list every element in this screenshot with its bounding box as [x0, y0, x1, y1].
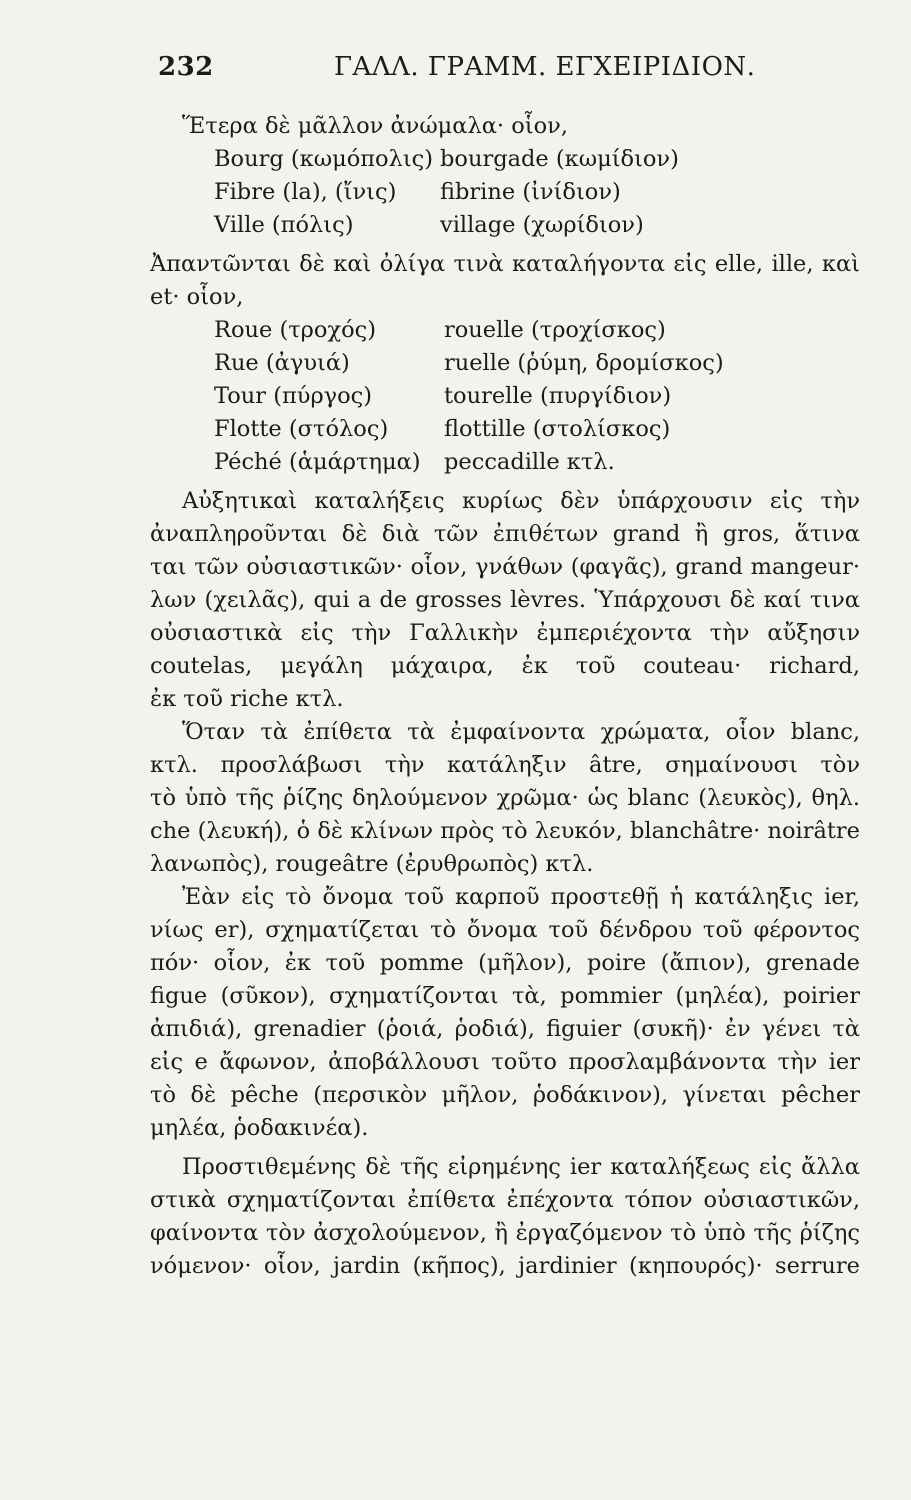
paragraph-line: τὸ δὲ pêche (περσικὸν μῆλον, ῥοδάκινον), γίνεται pêcher — [150, 1082, 860, 1108]
paragraph-line: coutelas, μεγάλη μάχαιρα, ἐκ τοῦ couteau· richard, — [150, 653, 860, 679]
paragraph-line: ἐκ τοῦ riche κτλ. — [150, 686, 344, 712]
paragraph-line: Ἐὰν εἰς τὸ ὄνομα τοῦ καρποῦ προστεθῇ ἡ κατάληξις ier, — [182, 884, 860, 910]
body-text — [150, 110, 860, 1283]
page-number: 232 — [158, 52, 214, 82]
paragraph-line: et· οἷον, — [150, 284, 244, 310]
paragraph-augmentatives — [150, 485, 860, 716]
paragraph-fruit-trees — [150, 881, 860, 1145]
derived-word: rouelle (τροχίσκος) — [444, 317, 666, 343]
paragraph-line: Αὐξητικαὶ καταλήξεις κυρίως δὲν ὑπάρχουσιν εἰς τὴν — [182, 488, 860, 514]
paragraph-line: ται τῶν οὐσιαστικῶν· οἷον, γνάθων (φαγᾶς), grand mangeur· — [150, 554, 860, 580]
paragraph-line: πόν· οἷον, ἐκ τοῦ pomme (μῆλον), poire (ἄπιον), grenade — [150, 950, 860, 976]
paragraph-line: νίως er), σχηματίζεται τὸ ὄνομα τοῦ δένδρου τοῦ φέροντος — [150, 917, 860, 943]
paragraph-line: ἀναπληροῦνται δὲ διὰ τῶν ἐπιθέτων grand ἢ gros, ἅτινα — [150, 521, 860, 547]
paragraph-line: νόμενον· οἷον, jardin (κῆπος), jardinier (κηπουρός)· serrure — [150, 1253, 860, 1279]
paragraph-line: φαίνοντα τὸν ἀσχολούμενον, ἢ ἐργαζόμενον τὸ ὑπὸ τῆς ῥίζης — [150, 1220, 860, 1246]
paragraph-line: μηλέα, ῥοδακινέα). — [150, 1115, 369, 1141]
page-header — [158, 52, 756, 92]
derived-word: peccadille κτλ. — [444, 449, 615, 475]
running-title: ΓΑΛΛ. ΓΡΑΜΜ. ΕΓΧΕΙΡΙΔΙΟΝ. — [334, 52, 756, 82]
word-pairs-table-2 — [150, 314, 860, 479]
word-pair-row — [150, 446, 860, 479]
derived-word: village (χωρίδιον) — [440, 212, 644, 238]
derived-word: flottille (στολίσκος) — [444, 416, 671, 442]
derived-word: ruelle (ῥύμη, δρομίσκος) — [444, 350, 724, 376]
paragraph-line: τὸ ὑπὸ τῆς ῥίζης δηλούμενον χρῶμα· ὡς blanc (λευκὸς), θηλ. — [150, 785, 860, 811]
word-pairs-table-1 — [150, 143, 860, 242]
paragraph-line: Ὅταν τὰ ἐπίθετα τὰ ἐμφαίνοντα χρώματα, οἷον blanc, — [182, 719, 860, 745]
paragraph-line: che (λευκή), ὁ δὲ κλίνων πρὸς τὸ λευκόν, blanchâtre· noirâtre — [150, 818, 860, 844]
base-word: Tour (πύργος) — [214, 383, 373, 409]
base-word: Rue (ἀγυιά) — [214, 350, 350, 376]
word-pair-row — [150, 314, 860, 347]
base-word: Flotte (στόλος) — [214, 416, 389, 442]
derived-word: bourgade (κωμίδιον) — [440, 146, 679, 172]
paragraph-line: λων (χειλᾶς), qui a de grosses lèvres. Ὑπάρχουσι δὲ καί τινα — [150, 587, 860, 613]
word-pair-row — [150, 143, 860, 176]
word-pair-row — [150, 413, 860, 446]
paragraph-line: στικὰ σχηματίζονται ἐπίθετα ἐπέχοντα τόπον οὐσιαστικῶν, — [150, 1187, 860, 1213]
base-word: Bourg (κωμόπολις) — [214, 146, 434, 172]
word-pair-row — [150, 209, 860, 242]
derived-word: fibrine (ἰνίδιον) — [440, 179, 621, 205]
base-word: Ville (πόλις) — [214, 212, 354, 238]
paragraph-line: λανωπὸς), rougeâtre (ἐρυθρωπὸς) κτλ. — [150, 851, 594, 877]
base-word: Péché (ἁμάρτημα) — [214, 449, 421, 475]
paragraph-colors — [150, 716, 860, 881]
word-pair-row — [150, 347, 860, 380]
intro-line: Ἕτερα δὲ μᾶλλον ἀνώμαλα· οἷον, — [182, 113, 568, 139]
word-pair-row — [150, 380, 860, 413]
word-pair-row — [150, 176, 860, 209]
paragraph-line: Προστιθεμένης δὲ τῆς εἰρημένης ier καταλήξεως εἰς ἄλλα — [182, 1154, 860, 1180]
paragraph-line: οὐσιαστικὰ εἰς τὴν Γαλλικὴν ἐμπεριέχοντα τὴν αὔξησιν — [150, 620, 860, 646]
paragraph-occupations — [150, 1151, 860, 1283]
paragraph-line: κτλ. προσλάβωσι τὴν κατάληξιν âtre, σημαίνουσι τὸν — [150, 752, 860, 778]
paragraph-line: figue (σῦκον), σχηματίζονται τὰ, pommier (μηλέα), poirier — [150, 983, 860, 1009]
derived-word: tourelle (πυργίδιον) — [444, 383, 672, 409]
base-word: Fibre (la), (ἴνις) — [214, 179, 397, 205]
paragraph-line: Ἀπαντῶνται δὲ καὶ ὀλίγα τινὰ καταλήγοντα εἰς elle, ille, καὶ — [150, 251, 860, 277]
base-word: Roue (τροχός) — [214, 317, 377, 343]
paragraph-line: ἀπιδιά), grenadier (ῥοιά, ῥοδιά), figuier (συκῆ)· ἐν γένει τὰ — [150, 1016, 860, 1042]
paragraph-line: εἰς e ἄφωνον, ἀποβάλλουσι τοῦτο προσλαμβάνοντα τὴν ier — [150, 1049, 860, 1075]
